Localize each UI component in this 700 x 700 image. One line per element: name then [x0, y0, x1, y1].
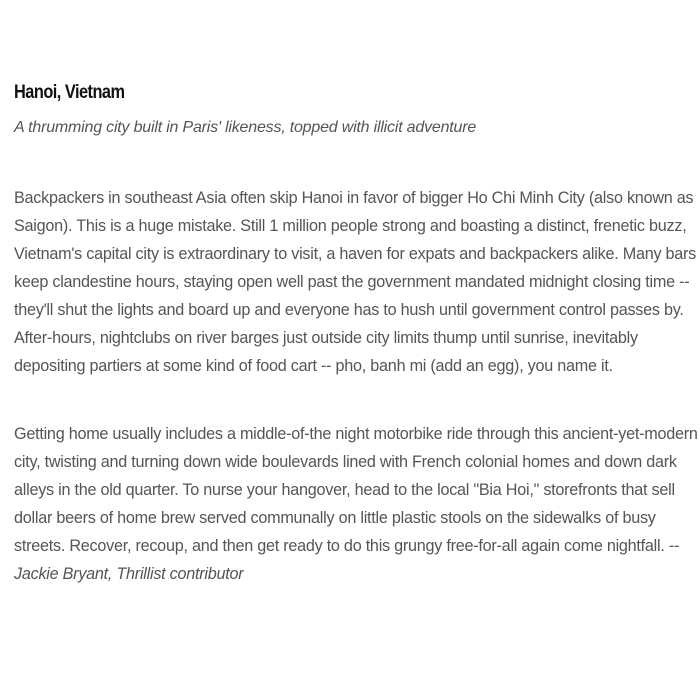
article: [14, 80, 700, 588]
article-paragraph-1: Backpackers in southeast Asia often skip Hanoi in favor of bigger Ho Chi Minh City (also known as Saigon). This is a huge mistake. Still 1 million people strong and boasting a distinct, frenetic buzz, Vietnam's capital city is extraordinary to visit, a haven for expats and backpackers alike. Many bars keep clandestine hours, staying open well past the government mandated midnight closing time -- they'll shut the lights and board up and everyone has to hush until government control passes by. After-hours, nightclubs on river barges just outside city limits thump until sunrise, inevitably depositing partiers at some kind of food cart -- pho, banh mi (add an egg), you name it.: [14, 189, 697, 375]
article-paragraph-2-text: Getting home usually includes a middle-of-the night motorbike ride through this ancient-yet-modern city, twisting and turning down wide boulevards lined with French colonial homes and down dark alleys in the old quarter. To nurse your hangover, head to the local "Bia Hoi," storefronts that sell dollar beers of home brew served communally on little plastic stools on the sidewalks of busy streets. Recover, recoup, and then get ready to do this grungy free-for-all again come nightfall. --: [14, 425, 698, 555]
article-headline: Hanoi, Vietnam: [14, 82, 125, 103]
article-byline: Jackie Bryant, Thrillist contributor: [14, 565, 244, 583]
article-paragraph-2: [14, 420, 700, 588]
article-subhead: A thrumming city built in Paris' likeness, topped with illicit adventure: [14, 119, 477, 136]
